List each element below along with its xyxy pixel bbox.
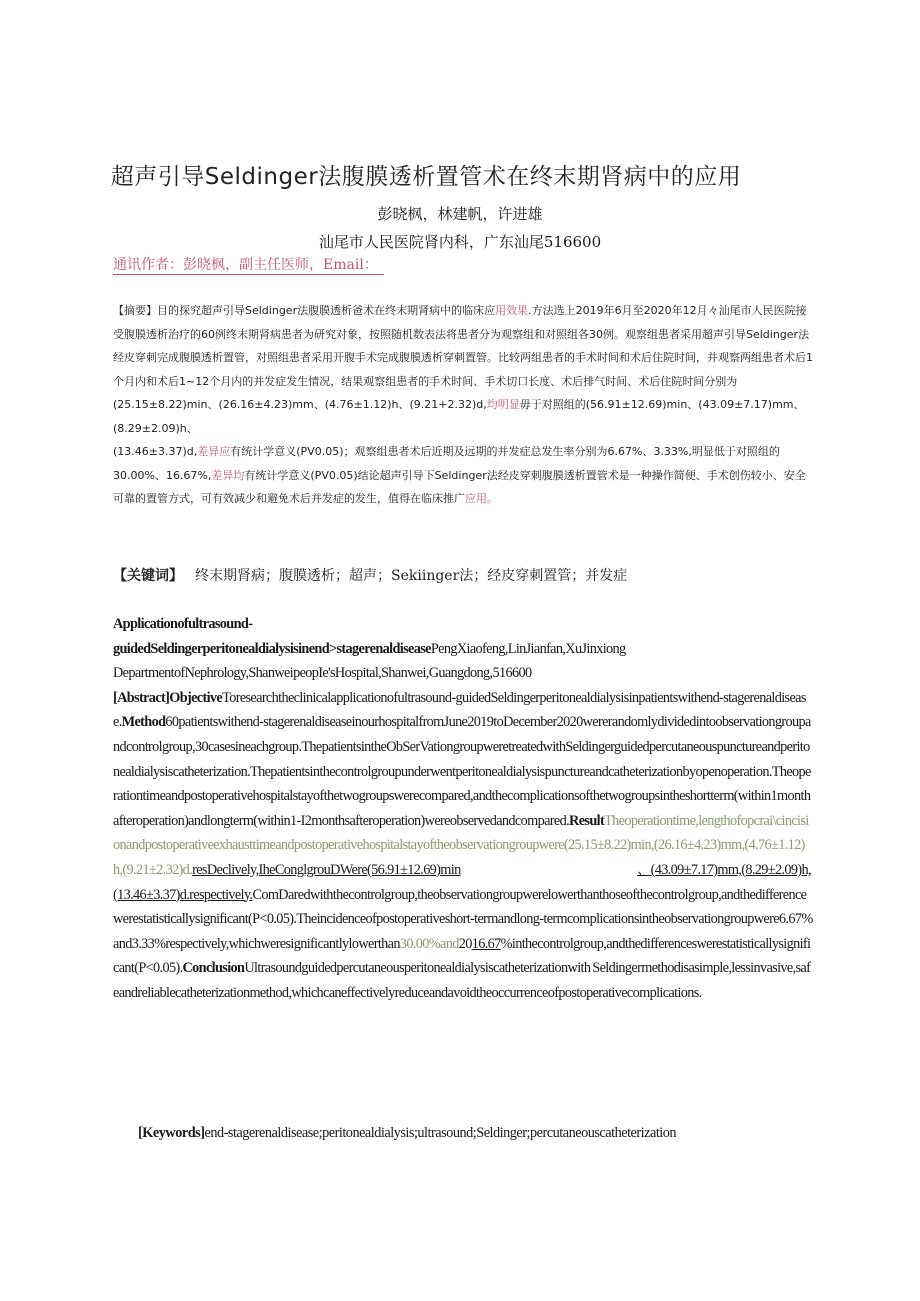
conclusion-label: Conclusion [182,960,245,977]
abstract-cn [113,299,815,511]
result-label: Result [569,812,605,829]
abstract-en [113,612,813,1006]
abstract-en-result-highlight: 30.00%and [399,935,459,952]
paper-title-en [113,616,431,657]
abstract-en-method: 60patientswithend-stagerenaldiseaseinourhospitalfromJune2019toDecember2020wererandomlydividedintoobservationgroupandcontrolgroup,30casesineachgroup.ThepatientsintheObSerVationgroupweretreatedwithSeldingerguidedpercutaneouspunctureandperitonealdialysiscatheterization.Thepatientsinthecontrolgroupunderwentperitonealdialysispunctureandcatheterizationbyopenoperation.Theoperationtimeandpostoperativehospitalstayofthetwogroupswerecompared,andthecomplicationsofthetwogroupsintheshortterm(within1monthafteroperation)andlongterm(within1-I2monthsafteroperation)wereobservedandcompared. [113,714,811,829]
abstract-en-result-underlined: 16.67 [471,935,501,952]
abstract-en-label: [Abstract]Objective [113,689,223,706]
keywords-en [138,1125,676,1142]
abstract-en-result-underlined: (43.09±7.17)mm,(8.29±2.09)h,(13.46±3.37)d.respectively. [113,861,811,903]
abstract-en-result-underlined: 、 [636,861,651,878]
abstract-cn-result: (13.46±3.37)d, [113,445,198,458]
paper-title-en-part: guidedSeldingerperitonealdialysisinend>stagerenaldisease [113,640,431,657]
abstract-en-result-underlined: resDeclively,IheConglgrouDWere(56.91±12.69)min [192,861,461,878]
abstract-cn-highlight: 应用。 [465,492,498,505]
keywords-cn [113,565,627,585]
abstract-cn-result: 有统计学意义(PV0.05)；观察组患者术后近期及远期的并发症总发生率分别为6.67%、3.33%,明显低于对照组的30.00%、16.67%, [113,445,780,482]
abstract-en-objective: Toresearchtheclinicalapplicationofultrasound-guidedSeldingerperitonealdialysisinpatientswithend-stagerenaldisease. [113,689,806,731]
correspondence-link[interactable]: 通讯作者：彭晓枫，副主任医师，Email： [113,256,384,275]
keywords-en-label: [Keywords] [138,1125,205,1141]
abstract-cn-highlight: 差异均 [211,468,245,482]
paper-title-cn: 超声引导Seldinger法腹膜透析置管术在终末期肾病中的应用 [110,164,742,190]
abstract-en-result: %inthecontrolgroup,andthedifferenceswerestatisticallysignificant(P<0.05). [113,935,811,977]
abstract-cn-result: 毋于对照组的(56.91±12.69)min、(43.09±7.17)mm、(8.29±2.09)h、 [113,398,805,435]
abstract-cn-objective: 【摘要】目的探究超声引导Seldinger法腹膜透析爸术在终末期肾病中的临床应 [113,304,496,317]
keywords-en-text: end-stagerenaldisease;peritonealdialysis;ultrasound;Seldinger;percutaneouscatheterization [204,1125,677,1141]
abstract-en-result-highlight: Theoperationtime,lengthofopcrai\cincisionandpostoperativeexhausttimeandpostoperativehospitalstayoftheobservationgroupwere(25.15±8.22)min,(26.16±4.23)mm,(4.76±1.12)h,(9.21±2.32)d. [113,812,809,878]
abstract-cn-conclusion: 有统计学意义(PV0.05)结论超声引导下Seldinger法经皮穿刺腹膜透析置管术是一种操作简便、手术创伤较小、安全可靠的置管方式，可有效减少和避免术后并发症的发生，值得在临床推广 [113,468,806,505]
abstract-en-conclusion: Ultrasoundguidedpercutaneousperitonealdialysiscatheterizationwith Seldingermethodisasimple,lessinvasive,safeandreliablecatheterizationmethod,whichcaneffectivelyreduceandavoidtheoccurrenceofpostoperativecomplications. [113,960,811,1001]
authors-en: PengXiaofeng,LinJianfan,XuJinxiong [430,640,626,657]
abstract-cn-highlight: 差异应 [197,445,231,458]
authors-cn: 彭晓枫，林建帆，许进雄 [377,205,543,223]
method-label: Method [121,714,166,731]
keywords-cn-text: 终末期肾病；腹膜透析；超声；Sekiinger法；经皮穿刺置管；并发症 [195,568,628,584]
abstract-en-result: 20 [458,935,472,952]
affiliation-cn: 汕尾市人民医院肾内科，广东汕尾516600 [318,233,602,251]
abstract-cn-method-result: .方法选上2019年6月至2020年12月々汕尾市人民医院接受腹膜透析治疗的60例终末期肾病患者为研究对象，按照随机数表法将患者分为观察组和对照组各30例。观察组患者采用超声引导Seldinger法经皮穿刺完成腹膜透析置管，对照组患者采用开腹手术完成腹膜透析穿刺置管。比较两组患者的手术时间和术后住院时间，并观察两组患者术后1个月内和术后1~12个月内的并发症发生情况，结果观察组患者的手术时间、手术切口长度、术后排气时间、术后住院时间分别为(25.15±8.22)min、(26.16±4.23)mm、(4.76±1.12)h、(9.21+2.32)d, [113,304,813,411]
keywords-cn-label: 【关键词】 [113,568,183,584]
abstract-cn-highlight: 均明显 [486,398,520,411]
paper-title-en-part: Applicationofultrasound- [113,616,253,632]
abstract-en-result: ComDaredwiththecontrolgroup,theobservationgroupwerelowerthanthoseofthecontrolgroup,andthedifferencewerestatisticallysignificant(P<0.05).Theincidenceofpostoperativeshort-termandlong-termcomplicationsintheobservationgroupwere6.67%and3.33%respectively,whichweresignificantlylowerthan [113,886,813,952]
affiliation-en: DepartmentofNephrology,ShanweipeopIe'sHospital,Shanwei,Guangdong,516600 [113,665,532,682]
abstract-cn-highlight: 用效果 [495,304,529,317]
